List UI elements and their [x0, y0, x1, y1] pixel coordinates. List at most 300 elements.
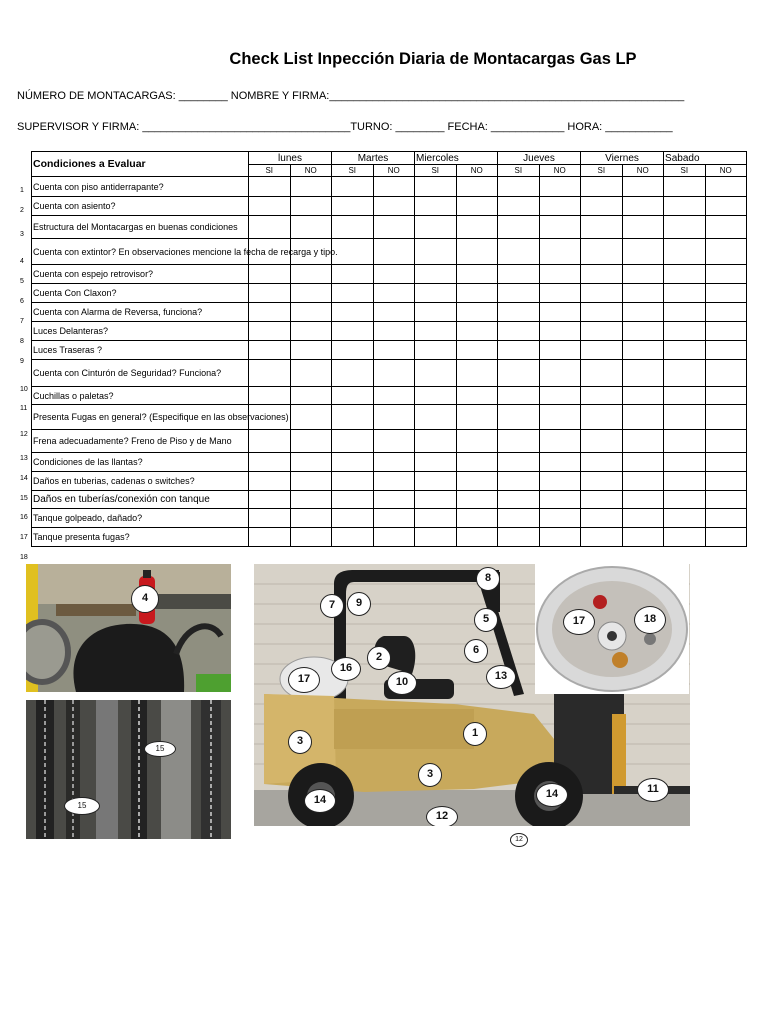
check-cell-si[interactable]: [332, 387, 374, 405]
check-cell-no[interactable]: [539, 509, 581, 528]
check-cell-no[interactable]: [373, 528, 415, 547]
header-si-1: SI: [249, 165, 291, 177]
check-cell-si[interactable]: [415, 509, 457, 528]
check-cell-no[interactable]: [290, 177, 332, 197]
check-cell-si[interactable]: [249, 265, 291, 284]
check-cell-si[interactable]: [249, 491, 291, 509]
check-cell-no[interactable]: [539, 177, 581, 197]
check-cell-si[interactable]: [249, 472, 291, 491]
table-row: [32, 509, 747, 528]
check-cell-no[interactable]: [290, 197, 332, 216]
check-cell-no[interactable]: [290, 405, 332, 430]
table-row: [32, 430, 747, 453]
check-cell-no[interactable]: [705, 322, 747, 341]
badge-9: 9: [347, 592, 371, 616]
check-cell-si[interactable]: [332, 239, 374, 265]
table-row: [32, 360, 747, 387]
page-title: Check List Inpección Diaria de Montacargas Gas LP: [229, 50, 637, 68]
header-line-number-name: NÚMERO DE MONTACARGAS: ________ NOMBRE Y FIRMA:__________________________________________________________: [17, 90, 685, 102]
condition-label: Daños en tuberías/conexión con tanque: [32, 491, 249, 509]
check-cell-si[interactable]: [332, 528, 374, 547]
check-cell-si[interactable]: [664, 197, 706, 216]
header-si-5: SI: [581, 165, 623, 177]
check-cell-si[interactable]: [332, 177, 374, 197]
check-cell-no[interactable]: [373, 430, 415, 453]
condition-label: Cuenta con extintor? En observaciones mencione la fecha de recarga y tipo.: [32, 239, 249, 265]
check-cell-si[interactable]: [664, 509, 706, 528]
check-cell-si[interactable]: [332, 453, 374, 472]
check-cell-no[interactable]: [705, 430, 747, 453]
check-cell-no[interactable]: [373, 177, 415, 197]
check-cell-si[interactable]: [498, 265, 540, 284]
check-cell-no[interactable]: [622, 387, 664, 405]
header-si-4: SI: [498, 165, 540, 177]
check-cell-no[interactable]: [705, 341, 747, 360]
check-cell-si[interactable]: [664, 216, 706, 239]
check-cell-si[interactable]: [415, 177, 457, 197]
table-row: [32, 472, 747, 491]
badge-14-right: 14: [536, 783, 568, 807]
check-cell-no[interactable]: [705, 387, 747, 405]
row-number: 10: [20, 386, 28, 393]
tank-photo-graphic: [535, 564, 689, 694]
check-cell-si[interactable]: [664, 360, 706, 387]
check-cell-no[interactable]: [705, 453, 747, 472]
check-cell-no[interactable]: [705, 405, 747, 430]
check-cell-no[interactable]: [705, 177, 747, 197]
check-cell-no[interactable]: [290, 528, 332, 547]
check-cell-si[interactable]: [415, 216, 457, 239]
table-row: [32, 405, 747, 430]
seat-extinguisher-photo: [26, 564, 231, 692]
check-cell-si[interactable]: [498, 341, 540, 360]
check-cell-si[interactable]: [498, 453, 540, 472]
check-cell-si[interactable]: [498, 528, 540, 547]
check-cell-no[interactable]: [290, 341, 332, 360]
check-cell-si[interactable]: [498, 216, 540, 239]
row-number: 15: [20, 495, 28, 502]
check-cell-si[interactable]: [249, 216, 291, 239]
check-cell-no[interactable]: [705, 491, 747, 509]
check-cell-si[interactable]: [332, 360, 374, 387]
table-row: [32, 216, 747, 239]
check-cell-no[interactable]: [705, 216, 747, 239]
row-number: 3: [20, 231, 24, 238]
check-cell-no[interactable]: [456, 284, 498, 303]
table-row: [32, 341, 747, 360]
header-line-supervisor: SUPERVISOR Y FIRMA: __________________________________TURNO: ________ FECHA: ____________ HORA: ___________: [17, 121, 673, 133]
check-cell-si[interactable]: [664, 284, 706, 303]
condition-label: Luces Traseras ?: [32, 341, 249, 360]
check-cell-si[interactable]: [498, 239, 540, 265]
check-cell-no[interactable]: [290, 472, 332, 491]
check-cell-si[interactable]: [332, 322, 374, 341]
badge-6: 6: [464, 639, 488, 663]
check-cell-si[interactable]: [664, 472, 706, 491]
table-row: [32, 387, 747, 405]
row-number: 2: [20, 207, 24, 214]
check-cell-no[interactable]: [539, 472, 581, 491]
chains-photo-graphic: [26, 700, 231, 839]
header-no-2: NO: [373, 165, 415, 177]
table-row: [32, 265, 747, 284]
condition-label: Cuenta Con Claxon?: [32, 284, 249, 303]
header-no-3: NO: [456, 165, 498, 177]
check-cell-no[interactable]: [373, 216, 415, 239]
check-cell-no[interactable]: [290, 322, 332, 341]
header-si-3: SI: [415, 165, 457, 177]
check-cell-no[interactable]: [539, 265, 581, 284]
tank-valve-photo: [535, 564, 689, 694]
check-cell-no[interactable]: [373, 472, 415, 491]
check-cell-si[interactable]: [498, 303, 540, 322]
check-cell-si[interactable]: [581, 528, 623, 547]
check-cell-si[interactable]: [581, 322, 623, 341]
check-cell-no[interactable]: [373, 360, 415, 387]
condition-label: Daños en tuberias, cadenas o switches?: [32, 472, 249, 491]
check-cell-si[interactable]: [332, 265, 374, 284]
header-si-2: SI: [332, 165, 374, 177]
check-cell-si[interactable]: [415, 491, 457, 509]
row-number: 16: [20, 514, 28, 521]
check-cell-no[interactable]: [705, 239, 747, 265]
check-cell-no[interactable]: [373, 239, 415, 265]
check-cell-no[interactable]: [373, 265, 415, 284]
check-cell-si[interactable]: [415, 265, 457, 284]
check-cell-no[interactable]: [456, 239, 498, 265]
check-cell-no[interactable]: [622, 509, 664, 528]
check-cell-no[interactable]: [290, 265, 332, 284]
row-number: 14: [20, 475, 28, 482]
check-cell-si[interactable]: [664, 239, 706, 265]
check-cell-no[interactable]: [539, 322, 581, 341]
row-number: 8: [20, 338, 24, 345]
check-cell-si[interactable]: [249, 509, 291, 528]
check-cell-no[interactable]: [456, 360, 498, 387]
condition-label: Cuenta con Alarma de Reversa, funciona?: [32, 303, 249, 322]
check-cell-si[interactable]: [498, 360, 540, 387]
badge-3-center: 3: [418, 763, 442, 787]
day-header-monday: lunes: [249, 152, 332, 165]
check-cell-no[interactable]: [622, 265, 664, 284]
check-cell-no[interactable]: [290, 491, 332, 509]
check-cell-no[interactable]: [373, 453, 415, 472]
check-cell-si[interactable]: [332, 509, 374, 528]
check-cell-si[interactable]: [332, 284, 374, 303]
check-cell-si[interactable]: [581, 405, 623, 430]
check-cell-no[interactable]: [456, 528, 498, 547]
table-row: [32, 197, 747, 216]
check-cell-si[interactable]: [332, 303, 374, 322]
check-cell-si[interactable]: [415, 528, 457, 547]
check-cell-no[interactable]: [373, 509, 415, 528]
condition-label: Cuenta con asiento?: [32, 197, 249, 216]
table-row: [32, 239, 747, 265]
row-number: 7: [20, 318, 24, 325]
check-cell-si[interactable]: [249, 341, 291, 360]
check-cell-no[interactable]: [456, 322, 498, 341]
check-cell-si[interactable]: [415, 322, 457, 341]
condition-label: Cuenta con Cinturón de Seguridad? Funciona?: [32, 360, 249, 387]
day-header-friday: Viernes: [581, 152, 664, 165]
check-cell-si[interactable]: [498, 177, 540, 197]
check-cell-si[interactable]: [498, 430, 540, 453]
check-cell-si[interactable]: [581, 430, 623, 453]
check-cell-si[interactable]: [581, 265, 623, 284]
check-cell-si[interactable]: [332, 197, 374, 216]
check-cell-si[interactable]: [664, 528, 706, 547]
condition-label: Condiciones de las llantas?: [32, 453, 249, 472]
table-row: [32, 284, 747, 303]
condition-label: Cuenta con espejo retrovisor?: [32, 265, 249, 284]
check-cell-si[interactable]: [581, 216, 623, 239]
check-cell-si[interactable]: [415, 360, 457, 387]
row-number: 6: [20, 298, 24, 305]
check-cell-no[interactable]: [539, 387, 581, 405]
check-cell-no[interactable]: [456, 491, 498, 509]
check-cell-no[interactable]: [622, 177, 664, 197]
check-cell-si[interactable]: [498, 387, 540, 405]
day-header-tuesday: Martes: [332, 152, 415, 165]
check-cell-si[interactable]: [498, 322, 540, 341]
badge-5: 5: [474, 608, 498, 632]
check-cell-no[interactable]: [373, 284, 415, 303]
check-cell-no[interactable]: [373, 387, 415, 405]
badge-12: 12: [426, 806, 458, 826]
badge-16: 16: [331, 657, 361, 681]
check-cell-no[interactable]: [539, 284, 581, 303]
condition-label: Luces Delanteras?: [32, 322, 249, 341]
check-cell-no[interactable]: [290, 453, 332, 472]
check-cell-no[interactable]: [705, 303, 747, 322]
check-cell-no[interactable]: [705, 284, 747, 303]
check-cell-no[interactable]: [539, 453, 581, 472]
badge-15-top: 15: [144, 741, 176, 757]
check-cell-si[interactable]: [664, 177, 706, 197]
check-cell-si[interactable]: [581, 303, 623, 322]
condition-label: Estructura del Montacargas en buenas condiciones: [32, 216, 249, 239]
check-cell-si[interactable]: [664, 453, 706, 472]
check-cell-si[interactable]: [581, 472, 623, 491]
check-cell-si[interactable]: [415, 239, 457, 265]
check-cell-si[interactable]: [249, 303, 291, 322]
check-cell-si[interactable]: [332, 491, 374, 509]
check-cell-si[interactable]: [664, 387, 706, 405]
check-cell-si[interactable]: [415, 387, 457, 405]
check-cell-si[interactable]: [581, 197, 623, 216]
check-cell-no[interactable]: [456, 177, 498, 197]
check-cell-si[interactable]: [249, 453, 291, 472]
check-cell-si[interactable]: [415, 197, 457, 216]
condition-label: Cuchillas o paletas?: [32, 387, 249, 405]
check-cell-no[interactable]: [622, 216, 664, 239]
day-header-thursday: Jueves: [498, 152, 581, 165]
badge-10: 10: [387, 671, 417, 695]
condition-label: Tanque golpeado, dañado?: [32, 509, 249, 528]
check-cell-no[interactable]: [290, 509, 332, 528]
check-cell-no[interactable]: [622, 472, 664, 491]
stray-label-12: 12: [510, 833, 528, 847]
check-cell-si[interactable]: [249, 322, 291, 341]
row-number: 9: [20, 358, 24, 365]
day-header-wednesday: Miercoles: [415, 152, 498, 165]
check-cell-no[interactable]: [290, 284, 332, 303]
check-cell-no[interactable]: [705, 509, 747, 528]
chains-photo: [26, 700, 231, 839]
check-cell-si[interactable]: [498, 509, 540, 528]
check-cell-no[interactable]: [539, 303, 581, 322]
check-cell-no[interactable]: [373, 405, 415, 430]
check-cell-no[interactable]: [622, 284, 664, 303]
check-cell-si[interactable]: [581, 509, 623, 528]
row-number: 5: [20, 278, 24, 285]
check-cell-si[interactable]: [498, 491, 540, 509]
check-cell-si[interactable]: [581, 284, 623, 303]
check-cell-no[interactable]: [456, 509, 498, 528]
check-cell-no[interactable]: [539, 197, 581, 216]
check-cell-no[interactable]: [456, 197, 498, 216]
badge-18-tank: 18: [634, 606, 666, 634]
check-cell-si[interactable]: [498, 472, 540, 491]
check-cell-no[interactable]: [622, 405, 664, 430]
check-cell-no[interactable]: [456, 453, 498, 472]
check-cell-si[interactable]: [498, 405, 540, 430]
check-cell-si[interactable]: [249, 197, 291, 216]
check-cell-si[interactable]: [498, 284, 540, 303]
check-cell-si[interactable]: [415, 453, 457, 472]
check-cell-no[interactable]: [539, 341, 581, 360]
check-cell-si[interactable]: [249, 177, 291, 197]
check-cell-no[interactable]: [456, 216, 498, 239]
check-cell-no[interactable]: [373, 197, 415, 216]
header-no-6: NO: [705, 165, 747, 177]
check-cell-si[interactable]: [581, 491, 623, 509]
check-cell-no[interactable]: [373, 303, 415, 322]
check-cell-si[interactable]: [249, 360, 291, 387]
check-cell-no[interactable]: [539, 360, 581, 387]
check-cell-no[interactable]: [456, 303, 498, 322]
row-number: 18: [20, 554, 28, 561]
checklist-table: [31, 151, 747, 547]
check-cell-no[interactable]: [456, 341, 498, 360]
check-cell-si[interactable]: [664, 491, 706, 509]
check-cell-no[interactable]: [456, 405, 498, 430]
check-cell-no[interactable]: [539, 405, 581, 430]
check-cell-si[interactable]: [581, 387, 623, 405]
check-cell-si[interactable]: [332, 430, 374, 453]
check-cell-si[interactable]: [415, 341, 457, 360]
check-cell-si[interactable]: [664, 341, 706, 360]
badge-14-left: 14: [304, 789, 336, 813]
check-cell-no[interactable]: [539, 239, 581, 265]
header-si-6: SI: [664, 165, 706, 177]
check-cell-no[interactable]: [622, 197, 664, 216]
check-cell-no[interactable]: [705, 197, 747, 216]
check-cell-si[interactable]: [332, 405, 374, 430]
check-cell-si[interactable]: [415, 284, 457, 303]
check-cell-no[interactable]: [290, 303, 332, 322]
check-cell-no[interactable]: [622, 430, 664, 453]
check-cell-no[interactable]: [373, 341, 415, 360]
check-cell-no[interactable]: [456, 472, 498, 491]
check-cell-no[interactable]: [705, 528, 747, 547]
badge-11: 11: [637, 778, 669, 802]
check-cell-no[interactable]: [622, 528, 664, 547]
check-cell-no[interactable]: [290, 430, 332, 453]
condition-label: Tanque presenta fugas?: [32, 528, 249, 547]
check-cell-no[interactable]: [373, 322, 415, 341]
check-cell-no[interactable]: [456, 265, 498, 284]
check-cell-no[interactable]: [705, 265, 747, 284]
check-cell-no[interactable]: [539, 216, 581, 239]
seat-photo-graphic: [26, 564, 231, 692]
check-cell-no[interactable]: [622, 491, 664, 509]
check-cell-si[interactable]: [664, 405, 706, 430]
check-cell-no[interactable]: [290, 360, 332, 387]
header-no-5: NO: [622, 165, 664, 177]
condition-label: Presenta Fugas en general? (Especifique en las observaciones): [32, 405, 249, 430]
check-cell-si[interactable]: [249, 528, 291, 547]
check-cell-no[interactable]: [539, 491, 581, 509]
check-cell-si[interactable]: [498, 197, 540, 216]
check-cell-si[interactable]: [249, 284, 291, 303]
check-cell-no[interactable]: [622, 303, 664, 322]
check-cell-no[interactable]: [373, 491, 415, 509]
check-cell-no[interactable]: [622, 322, 664, 341]
check-cell-si[interactable]: [415, 303, 457, 322]
check-cell-si[interactable]: [332, 472, 374, 491]
check-cell-si[interactable]: [332, 341, 374, 360]
check-cell-no[interactable]: [456, 387, 498, 405]
check-cell-no[interactable]: [705, 472, 747, 491]
check-cell-si[interactable]: [664, 303, 706, 322]
check-cell-si[interactable]: [664, 265, 706, 284]
check-cell-no[interactable]: [539, 528, 581, 547]
check-cell-no[interactable]: [290, 387, 332, 405]
check-cell-si[interactable]: [581, 360, 623, 387]
badge-17: 17: [288, 667, 320, 693]
check-cell-no[interactable]: [290, 216, 332, 239]
check-cell-si[interactable]: [249, 387, 291, 405]
check-cell-si[interactable]: [415, 430, 457, 453]
check-cell-si[interactable]: [249, 430, 291, 453]
check-cell-no[interactable]: [456, 430, 498, 453]
header-no-4: NO: [539, 165, 581, 177]
check-cell-si[interactable]: [415, 405, 457, 430]
header-no-1: NO: [290, 165, 332, 177]
check-cell-si[interactable]: [664, 322, 706, 341]
check-cell-no[interactable]: [622, 239, 664, 265]
badge-1: 1: [463, 722, 487, 746]
check-cell-no[interactable]: [622, 453, 664, 472]
check-cell-si[interactable]: [581, 341, 623, 360]
check-cell-no[interactable]: [622, 341, 664, 360]
check-cell-si[interactable]: [415, 472, 457, 491]
badge-17-tank: 17: [563, 609, 595, 635]
row-number: 11: [20, 405, 28, 412]
check-cell-si[interactable]: [581, 239, 623, 265]
check-cell-si[interactable]: [664, 430, 706, 453]
check-cell-no[interactable]: [705, 360, 747, 387]
table-row: [32, 177, 747, 197]
check-cell-no[interactable]: [539, 430, 581, 453]
check-cell-si[interactable]: [581, 453, 623, 472]
badge-7: 7: [320, 594, 344, 618]
check-cell-no[interactable]: [622, 360, 664, 387]
badge-13: 13: [486, 665, 516, 689]
check-cell-si[interactable]: [332, 216, 374, 239]
check-cell-si[interactable]: [581, 177, 623, 197]
